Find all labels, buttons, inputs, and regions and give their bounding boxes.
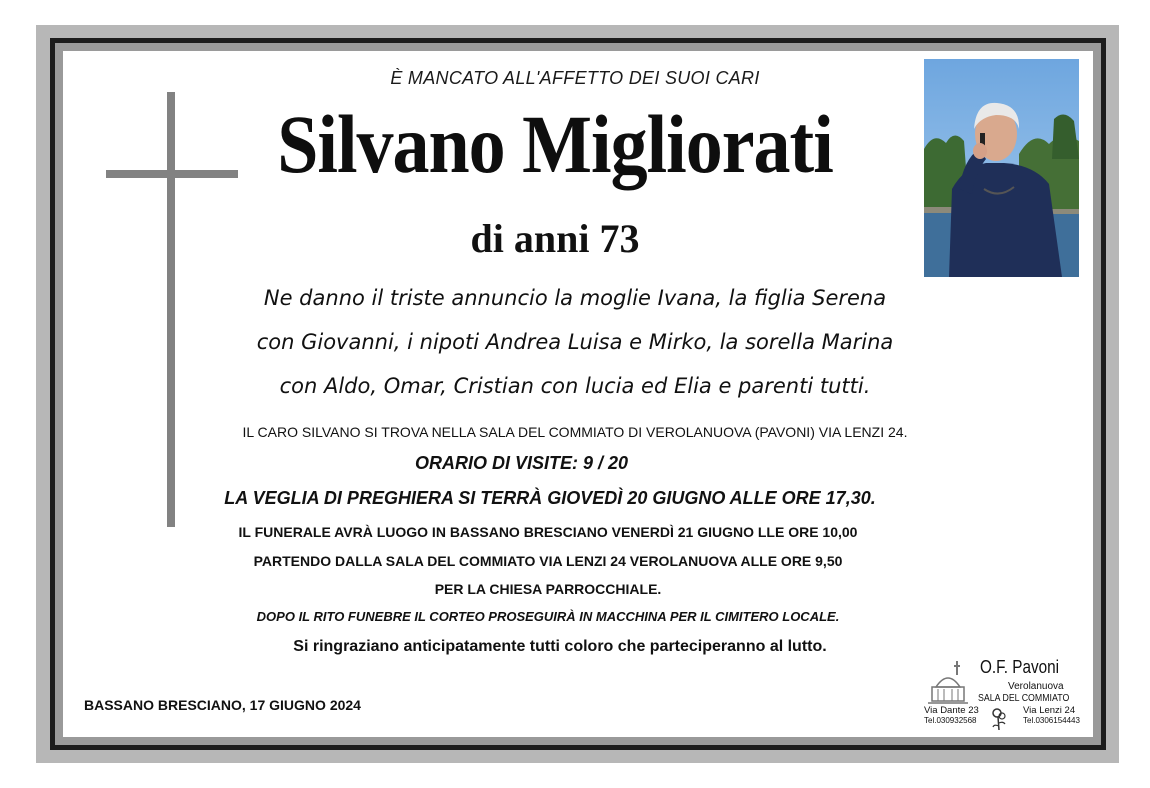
funeral-home-name: O.F. Pavoni [980,657,1060,677]
funeral-line: PER LA CHIESA PARROCCHIALE. [434,581,662,597]
location-info: IL CARO SILVANO SI TROVA NELLA SALA DEL COMMIATO DI VEROLANUOVA (PAVONI) VIA LENZI 24. [242,424,908,440]
procession-info: DOPO IL RITO FUNEBRE IL CORTEO PROSEGUIRÀ IN MACCHINA PER IL CIMITERO LOCALE. [256,609,840,624]
place-date: BASSANO BRESCIANO, 17 GIUGNO 2024 [84,697,361,713]
address-right: Via Lenzi 24 [1023,705,1076,716]
funeral-home-town: Verolanuova [1008,681,1064,692]
intro-text: È MANCATO ALL'AFFETTO DEI SUOI CARI [390,68,760,88]
flower-icon [989,707,1009,731]
deceased-age: di anni 73 [470,216,640,261]
deceased-name: Silvano Migliorati [277,99,833,191]
vigil-info: LA VEGLIA DI PREGHIERA SI TERRÀ GIOVEDÌ 20 GIUGNO ALLE ORE 17,30. [224,488,876,508]
address-left: Via Dante 23 [924,705,979,716]
funeral-home-logo [920,655,1090,733]
funeral-line: IL FUNERALE AVRÀ LUOGO IN BASSANO BRESCIANO VENERDÌ 21 GIUGNO LLE ORE 10,00 [238,524,858,540]
announcement-line: Ne danno il triste annuncio la moglie Ivana, la figlia Serena [263,286,887,310]
funeral-home-hall: SALA DEL COMMIATO [978,693,1070,704]
phone-right: Tel.0306154443 [1023,716,1080,725]
announcement-line: con Aldo, Omar, Cristian con lucia ed Elia e parenti tutti. [279,374,871,398]
phone-left: Tel.030932568 [924,716,977,725]
announcement-line: con Giovanni, i nipoti Andrea Luisa e Mirko, la sorella Marina [256,330,894,354]
funeral-line: PARTENDO DALLA SALA DEL COMMIATO VIA LENZI 24 VEROLANUOVA ALLE ORE 9,50 [253,553,843,569]
visiting-hours: ORARIO DI VISITE: 9 / 20 [415,453,629,473]
chapel-icon [926,659,970,705]
deceased-photo [924,59,1079,277]
thanks-text: Si ringraziano anticipatamente tutti coloro che parteciperanno al lutto. [293,638,827,655]
